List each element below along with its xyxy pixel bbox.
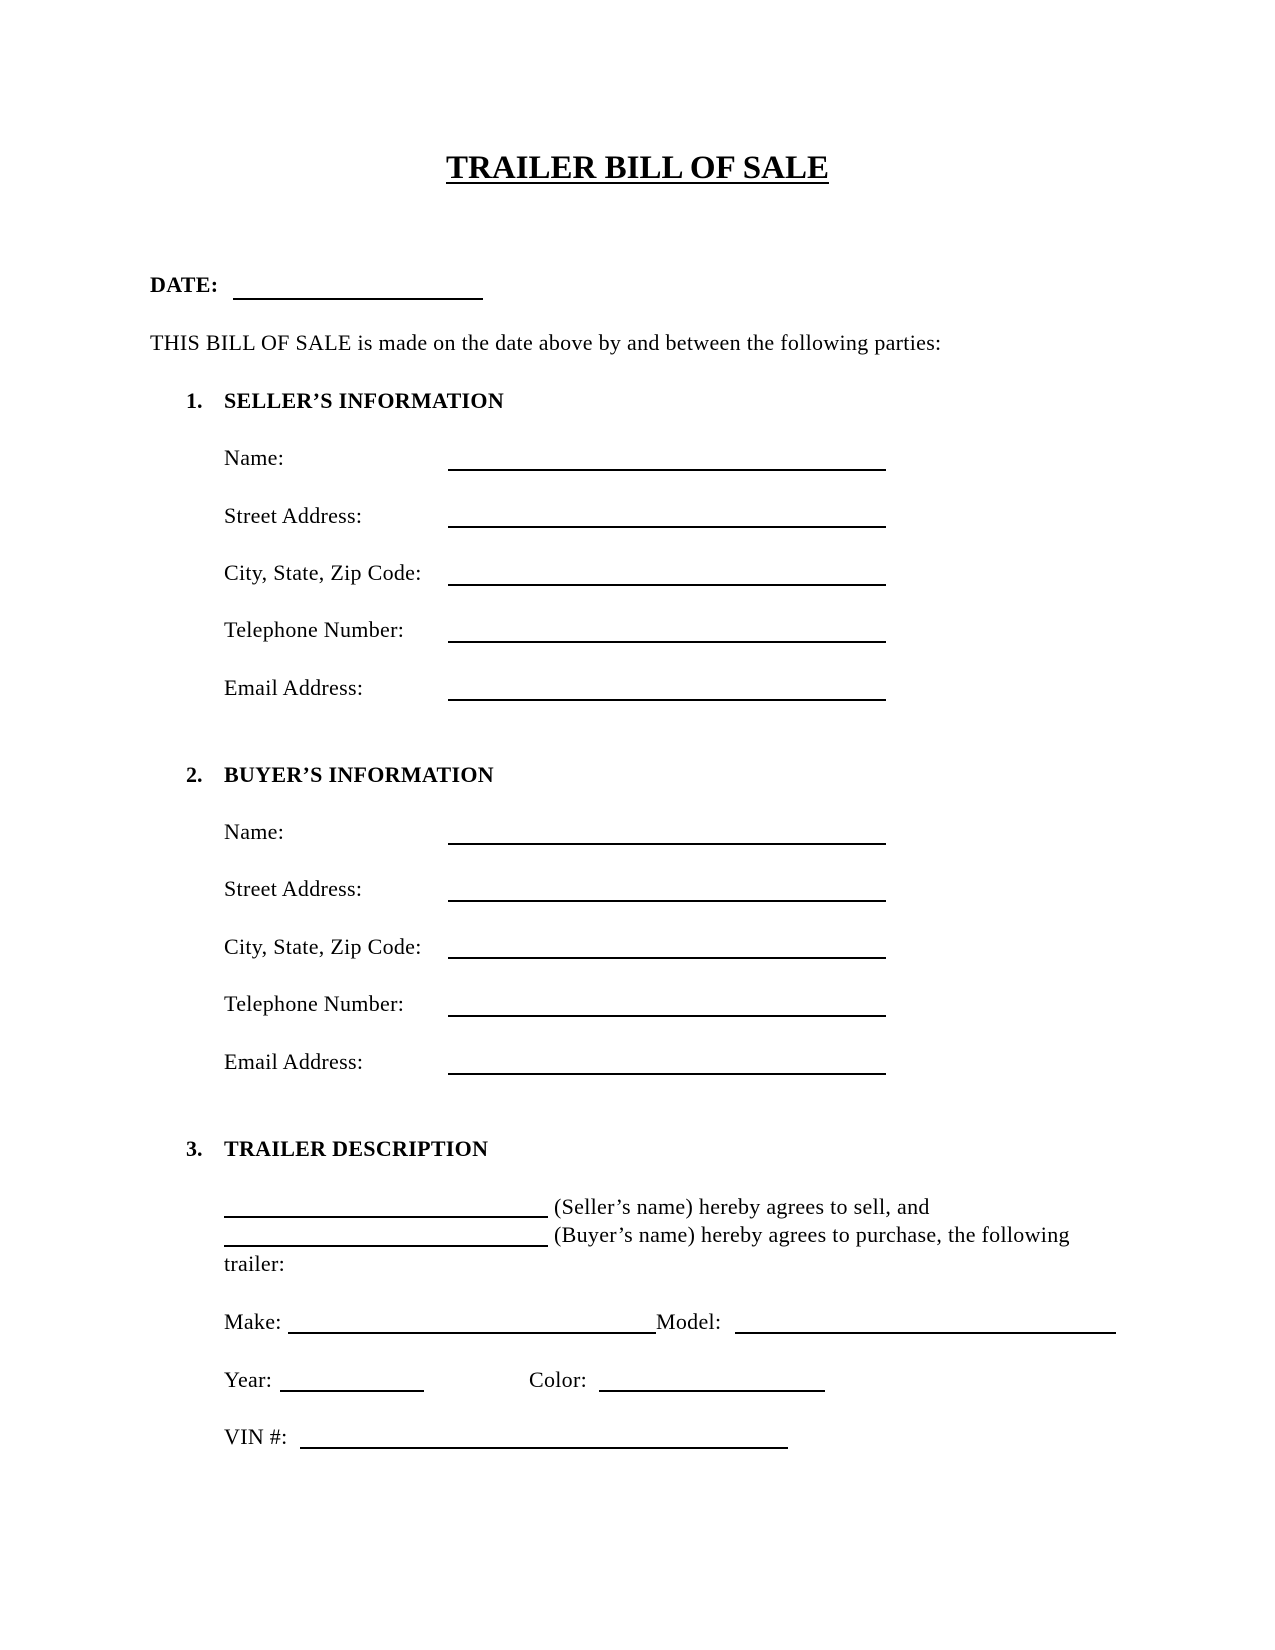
buyer-phone-label: Telephone Number: xyxy=(224,991,405,1016)
buyer-city-line[interactable] xyxy=(448,957,886,959)
color-label: Color: xyxy=(529,1367,588,1392)
model-label: Model: xyxy=(656,1309,722,1334)
model-line[interactable] xyxy=(735,1332,1116,1334)
date-field-line[interactable] xyxy=(233,298,483,300)
trailer-buyer-name-line[interactable] xyxy=(224,1245,548,1247)
seller-section-number: 1. xyxy=(186,388,203,413)
trailer-section-number: 3. xyxy=(186,1136,203,1161)
seller-section-heading: SELLER’S INFORMATION xyxy=(224,388,505,413)
buyer-agreement-text: (Buyer’s name) hereby agrees to purchase, the following xyxy=(554,1222,1070,1247)
document-title: TRAILER BILL OF SALE xyxy=(446,150,829,186)
buyer-city-label: City, State, Zip Code: xyxy=(224,934,422,959)
seller-street-label: Street Address: xyxy=(224,503,363,528)
buyer-email-label: Email Address: xyxy=(224,1049,364,1074)
trailer-seller-name-line[interactable] xyxy=(224,1216,548,1218)
make-label: Make: xyxy=(224,1309,282,1334)
buyer-email-line[interactable] xyxy=(448,1073,886,1075)
seller-email-line[interactable] xyxy=(448,699,886,701)
color-line[interactable] xyxy=(599,1390,825,1392)
intro-text: THIS BILL OF SALE is made on the date above by and between the following parties: xyxy=(150,330,942,355)
seller-name-label: Name: xyxy=(224,445,285,470)
seller-email-label: Email Address: xyxy=(224,675,364,700)
buyer-street-label: Street Address: xyxy=(224,876,363,901)
buyer-section-number: 2. xyxy=(186,762,203,787)
year-label: Year: xyxy=(224,1367,273,1392)
vin-label: VIN #: xyxy=(224,1424,288,1449)
seller-street-line[interactable] xyxy=(448,526,886,528)
seller-phone-label: Telephone Number: xyxy=(224,617,405,642)
seller-city-label: City, State, Zip Code: xyxy=(224,560,422,585)
seller-city-line[interactable] xyxy=(448,584,886,586)
buyer-phone-line[interactable] xyxy=(448,1015,886,1017)
seller-phone-line[interactable] xyxy=(448,641,886,643)
buyer-street-line[interactable] xyxy=(448,900,886,902)
buyer-name-label: Name: xyxy=(224,819,285,844)
seller-name-line[interactable] xyxy=(448,469,886,471)
date-label: DATE: xyxy=(150,272,219,297)
trailer-word: trailer: xyxy=(224,1251,286,1276)
trailer-section-heading: TRAILER DESCRIPTION xyxy=(224,1136,489,1161)
year-line[interactable] xyxy=(280,1390,424,1392)
seller-agreement-text: (Seller’s name) hereby agrees to sell, and xyxy=(554,1194,930,1219)
vin-line[interactable] xyxy=(300,1447,788,1449)
make-line[interactable] xyxy=(288,1332,656,1334)
buyer-name-line[interactable] xyxy=(448,843,886,845)
buyer-section-heading: BUYER’S INFORMATION xyxy=(224,762,494,787)
